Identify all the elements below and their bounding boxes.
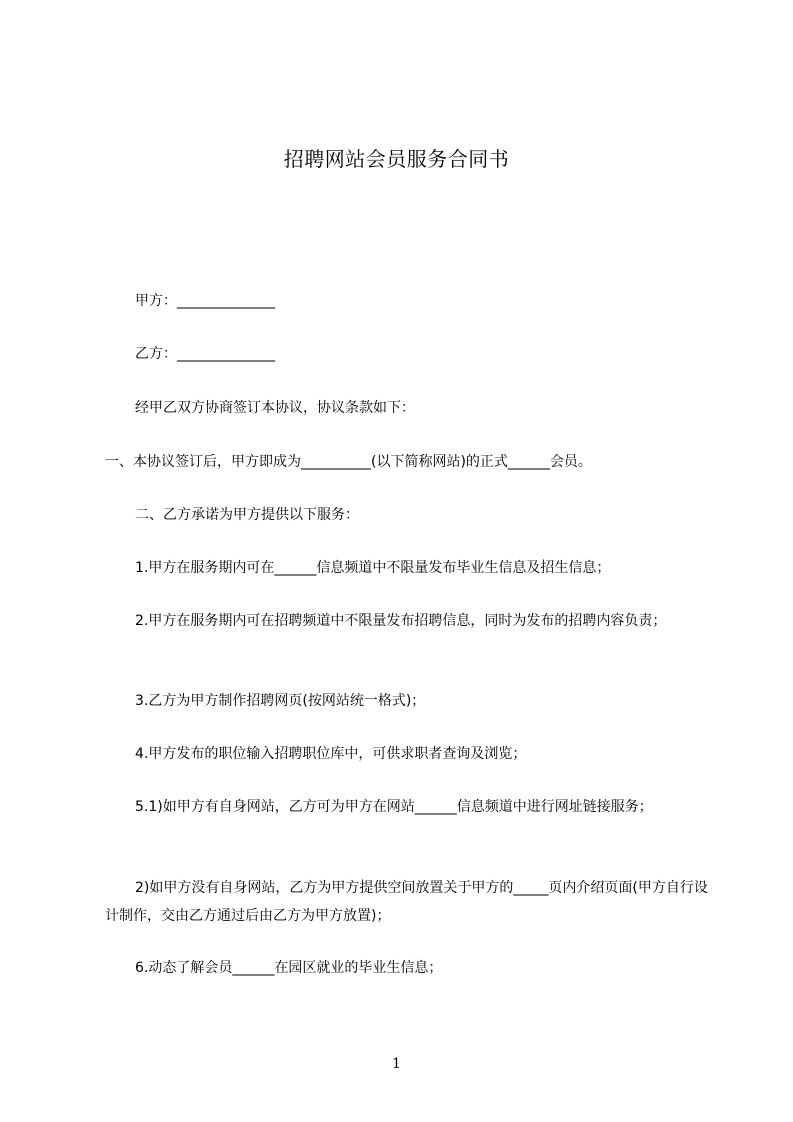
clause-1: 一、本协议签订后，甲方即成为__________(以下简称网站)的正式______会员。 [105,454,592,470]
page-title: 招聘网站会员服务合同书 [283,147,510,171]
party-b-line: 乙方：______________ [135,346,275,362]
intro-paragraph: 经甲乙双方协商签订本协议，协议条款如下： [135,400,415,416]
clause-2: 二、乙方承诺为甲方提供以下服务： [135,507,359,523]
service-item-1: 1.甲方在服务期内可在______信息频道中不限量发布毕业生信息及招生信息； [135,560,611,576]
service-item-6: 6.动态了解会员______在园区就业的毕业生信息； [135,960,443,976]
service-item-5-1: 5.1)如甲方有自身网站，乙方可为甲方在网站______信息频道中进行网址链接服务； [135,799,653,815]
service-item-2: 2.甲方在服务期内可在招聘频道中不限量发布招聘信息，同时为发布的招聘内容负责； [135,613,667,629]
page-number: 1 [392,1056,401,1072]
party-a-line: 甲方：______________ [135,293,275,309]
service-item-4: 4.甲方发布的职位输入招聘职位库中，可供求职者查询及浏览； [135,746,527,762]
service-item-3: 3.乙方为甲方制作招聘网页(按网站统一格式)； [135,693,426,709]
service-item-5-2: 2)如甲方没有自身网站，乙方为甲方提供空间放置关于甲方的_____页内介绍页面(甲方自行设计制作，交由乙方通过后由乙方为甲方放置)； [105,880,708,924]
